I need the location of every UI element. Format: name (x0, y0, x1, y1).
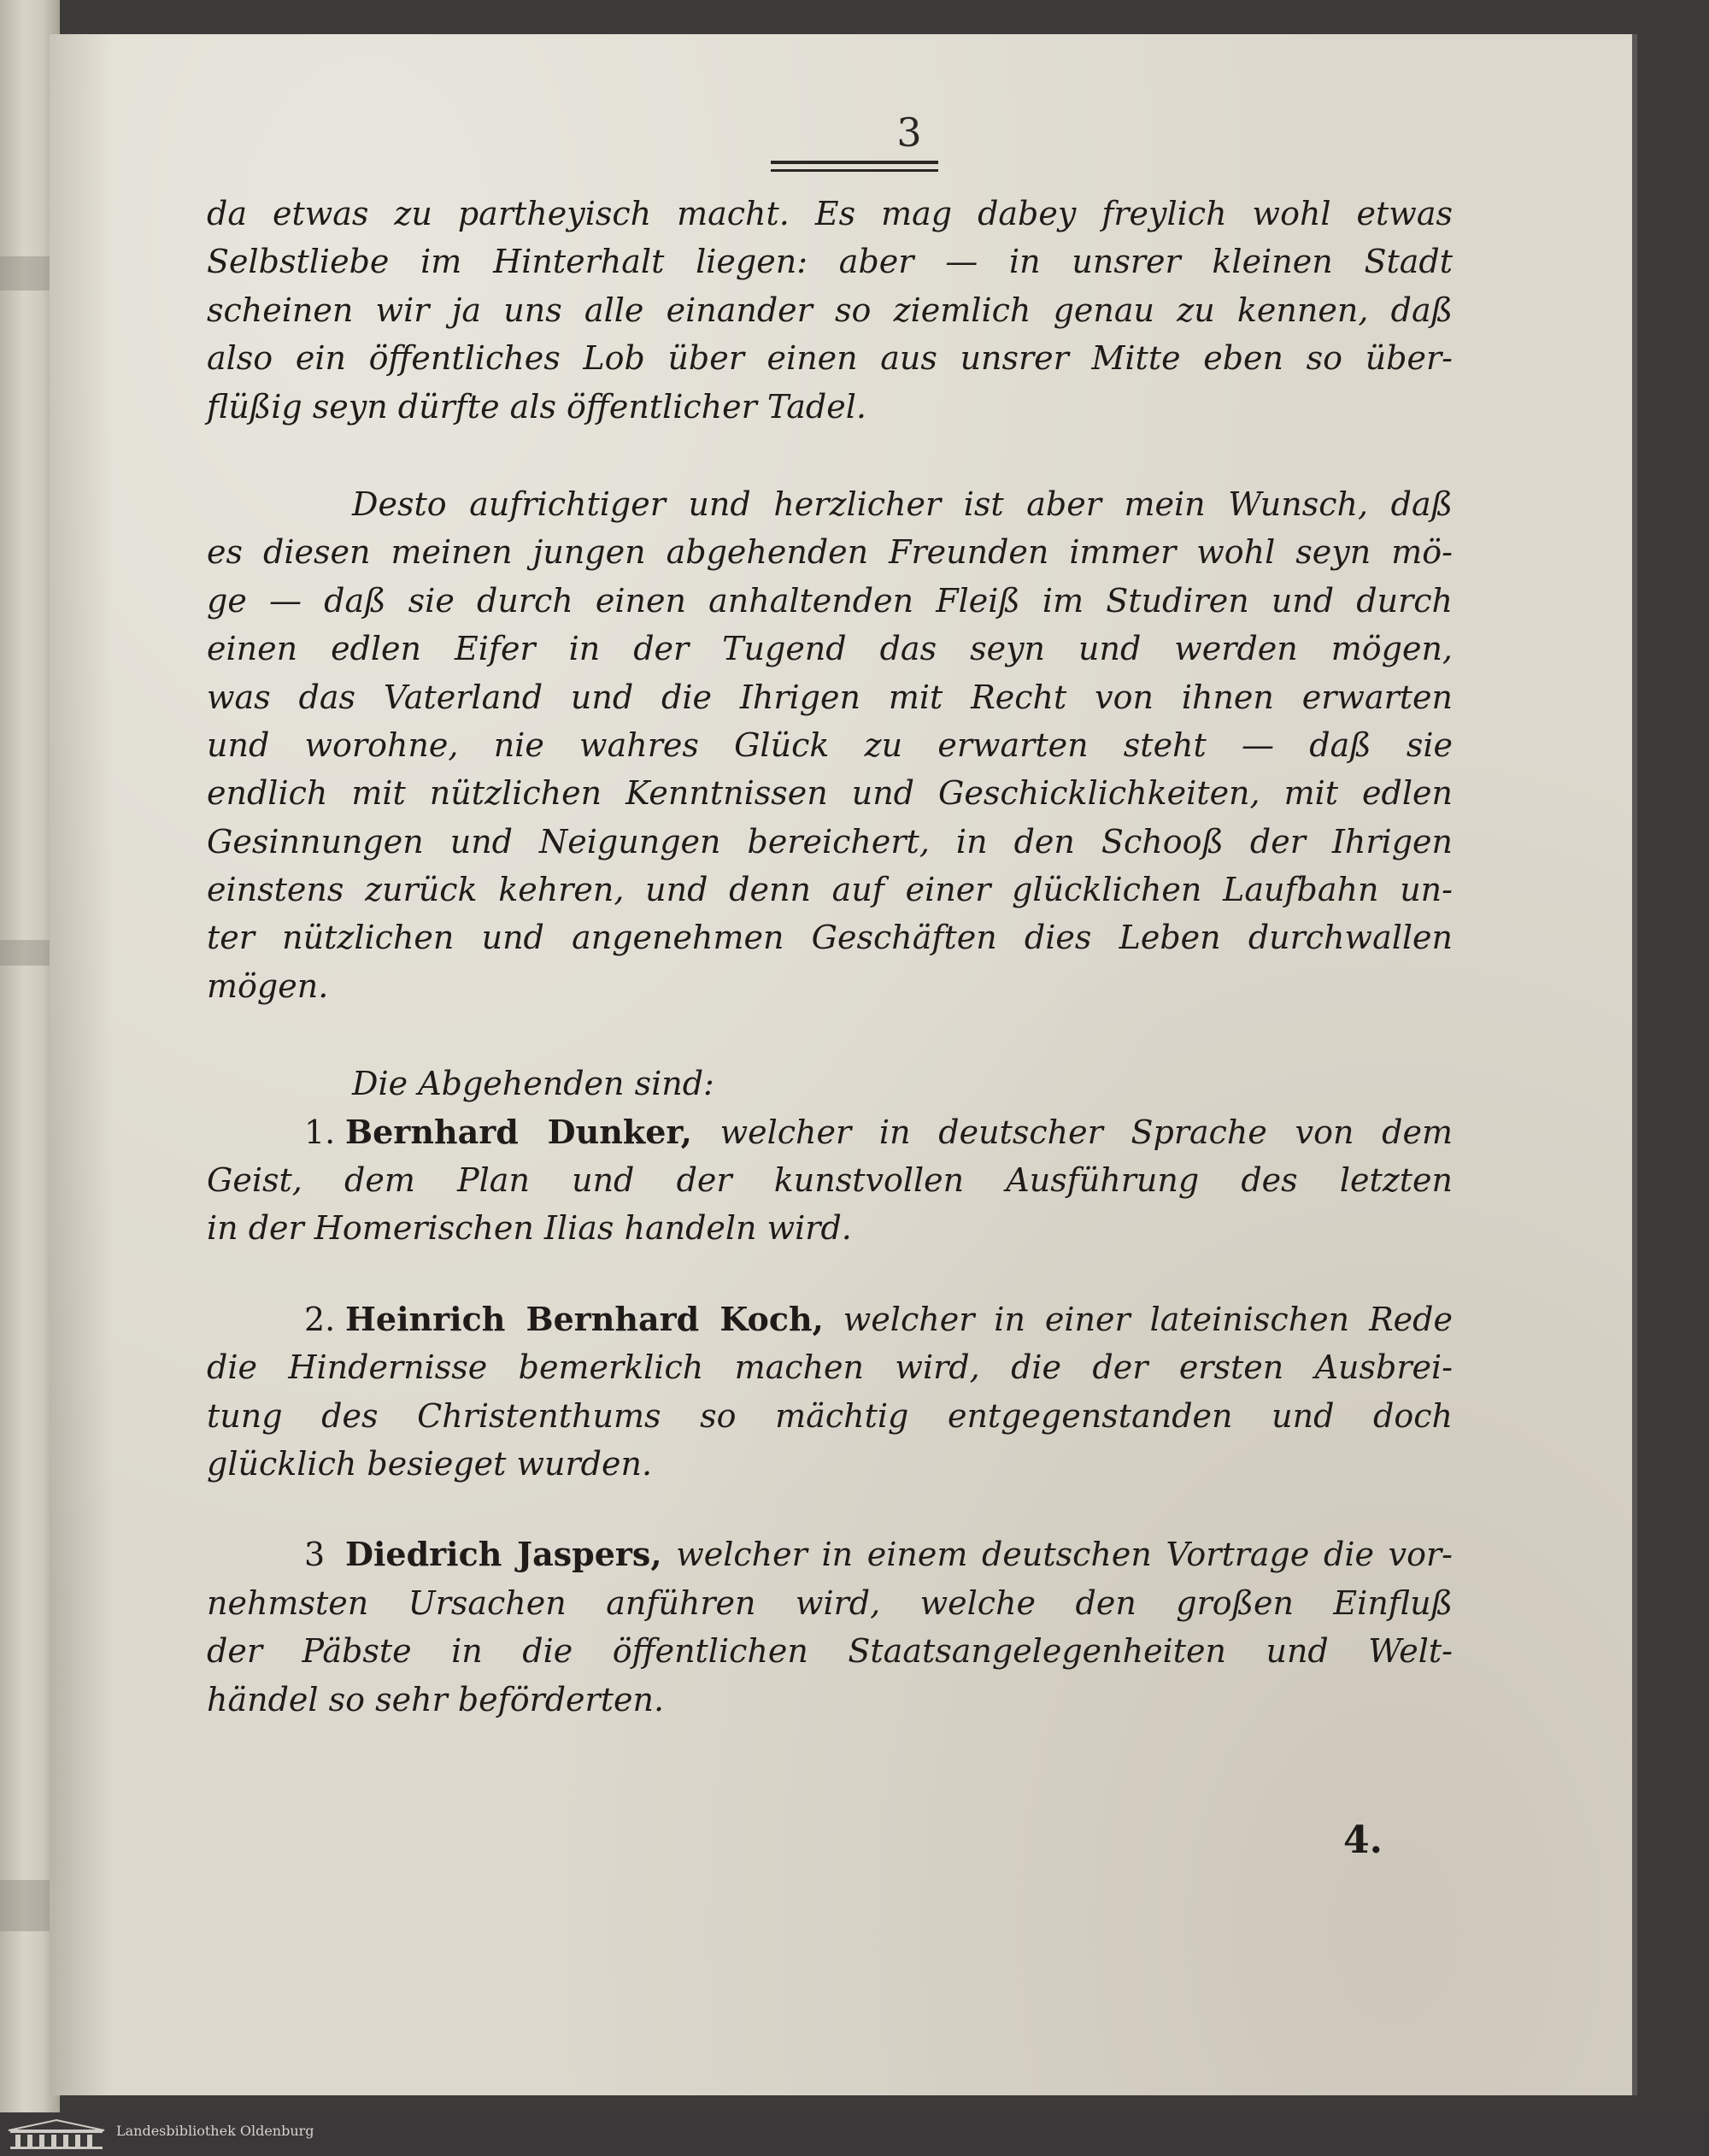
text-line: tung des Christenthums so mächtig entgegenstanden und doch (207, 1396, 1453, 1435)
catchword: 4. (1343, 1818, 1383, 1862)
text-line: ge — daß sie durch einen anhaltenden Fleiß im Studiren und durch (207, 581, 1453, 620)
text-line: und worohne, nie wahres Glück zu erwarten steht — daß sie (207, 726, 1453, 764)
text-line (345, 1295, 1453, 1343)
text-line: scheinen wir ja uns alle einander so ziemlich genau zu kennen, daß (207, 291, 1453, 329)
header-rule (771, 161, 938, 164)
text-line: Desto aufrichtiger und herzlicher ist aber mein Wunsch, daß (352, 485, 1453, 523)
list-heading: Die Abgehenden sind: (352, 1065, 714, 1103)
wish-paragraph (207, 480, 1453, 1010)
item-number: 1. (304, 1113, 336, 1151)
item-text: welcher in einem deutschen Vortrage die vor- (676, 1536, 1453, 1574)
text-line: ter nützlichen und angenehmen Geschäften dies Leben durchwallen (207, 919, 1453, 957)
library-name: Landesbibliothek Oldenburg (116, 2123, 314, 2139)
text-line: in der Homerischen Ilias handeln wird. (207, 1209, 852, 1248)
list-item (207, 1530, 1453, 1724)
graduate-name: Bernhard Dunker, (345, 1112, 692, 1151)
page-text (207, 190, 1453, 1724)
page-number: 3 (896, 109, 922, 156)
text-line: glücklich besieget wurden. (207, 1444, 653, 1483)
text-line: händel so sehr beförderten. (207, 1680, 665, 1718)
text-line: einen edlen Eifer in der Tugend das seyn und werden mögen, (207, 630, 1453, 668)
intro-paragraph (207, 190, 1453, 431)
item-text: welcher in einer lateinischen Rede (843, 1300, 1453, 1338)
graduate-name: Diedrich Jaspers, (345, 1535, 662, 1574)
text-line: einstens zurück kehren, und denn auf einer glücklichen Laufbahn un- (207, 871, 1453, 909)
header-rule (771, 169, 938, 172)
text-line: flüßig seyn dürfte als öffentlicher Tadel. (207, 387, 866, 426)
text-line: endlich mit nützlichen Kenntnissen und Geschicklichkeiten, mit edlen (207, 774, 1453, 813)
text-line: Geist, dem Plan und der kunstvollen Ausführung des letzten (207, 1161, 1453, 1200)
text-line (345, 1108, 1453, 1156)
text-line: die Hindernisse bemerklich machen wird, die der ersten Ausbrei- (207, 1348, 1453, 1387)
text-line: was das Vaterland und die Ihrigen mit Recht von ihnen erwarten (207, 678, 1453, 716)
text-line: nehmsten Ursachen anführen wird, welche den großen Einfluß (207, 1583, 1453, 1622)
item-text: welcher in deutscher Sprache von dem (719, 1113, 1454, 1151)
graduates-list (207, 1108, 1453, 1724)
text-line: Selbstliebe im Hinterhalt liegen: aber — in unsrer kleinen Stadt (207, 243, 1453, 281)
item-number: 3 (304, 1536, 326, 1574)
library-building-icon (7, 2118, 106, 2151)
text-line: da etwas zu partheyisch macht. Es mag dabey freylich wohl etwas (207, 195, 1453, 232)
text-line: der Päbste in die öffentlichen Staatsangelegenheiten und Welt- (207, 1632, 1453, 1671)
list-item (207, 1295, 1453, 1489)
text-line: es diesen meinen jungen abgehenden Freunden immer wohl seyn mö- (207, 533, 1453, 572)
list-item (207, 1108, 1453, 1253)
text-line: also ein öffentliches Lob über einen aus unsrer Mitte eben so über- (207, 339, 1453, 378)
text-line (345, 1530, 1453, 1578)
item-number: 2. (304, 1300, 336, 1338)
text-line: mögen. (207, 966, 329, 1005)
graduate-name: Heinrich Bernhard Koch, (345, 1299, 824, 1338)
text-line: Gesinnungen und Neigungen bereichert, in den Schooß der Ihrigen (207, 822, 1453, 861)
